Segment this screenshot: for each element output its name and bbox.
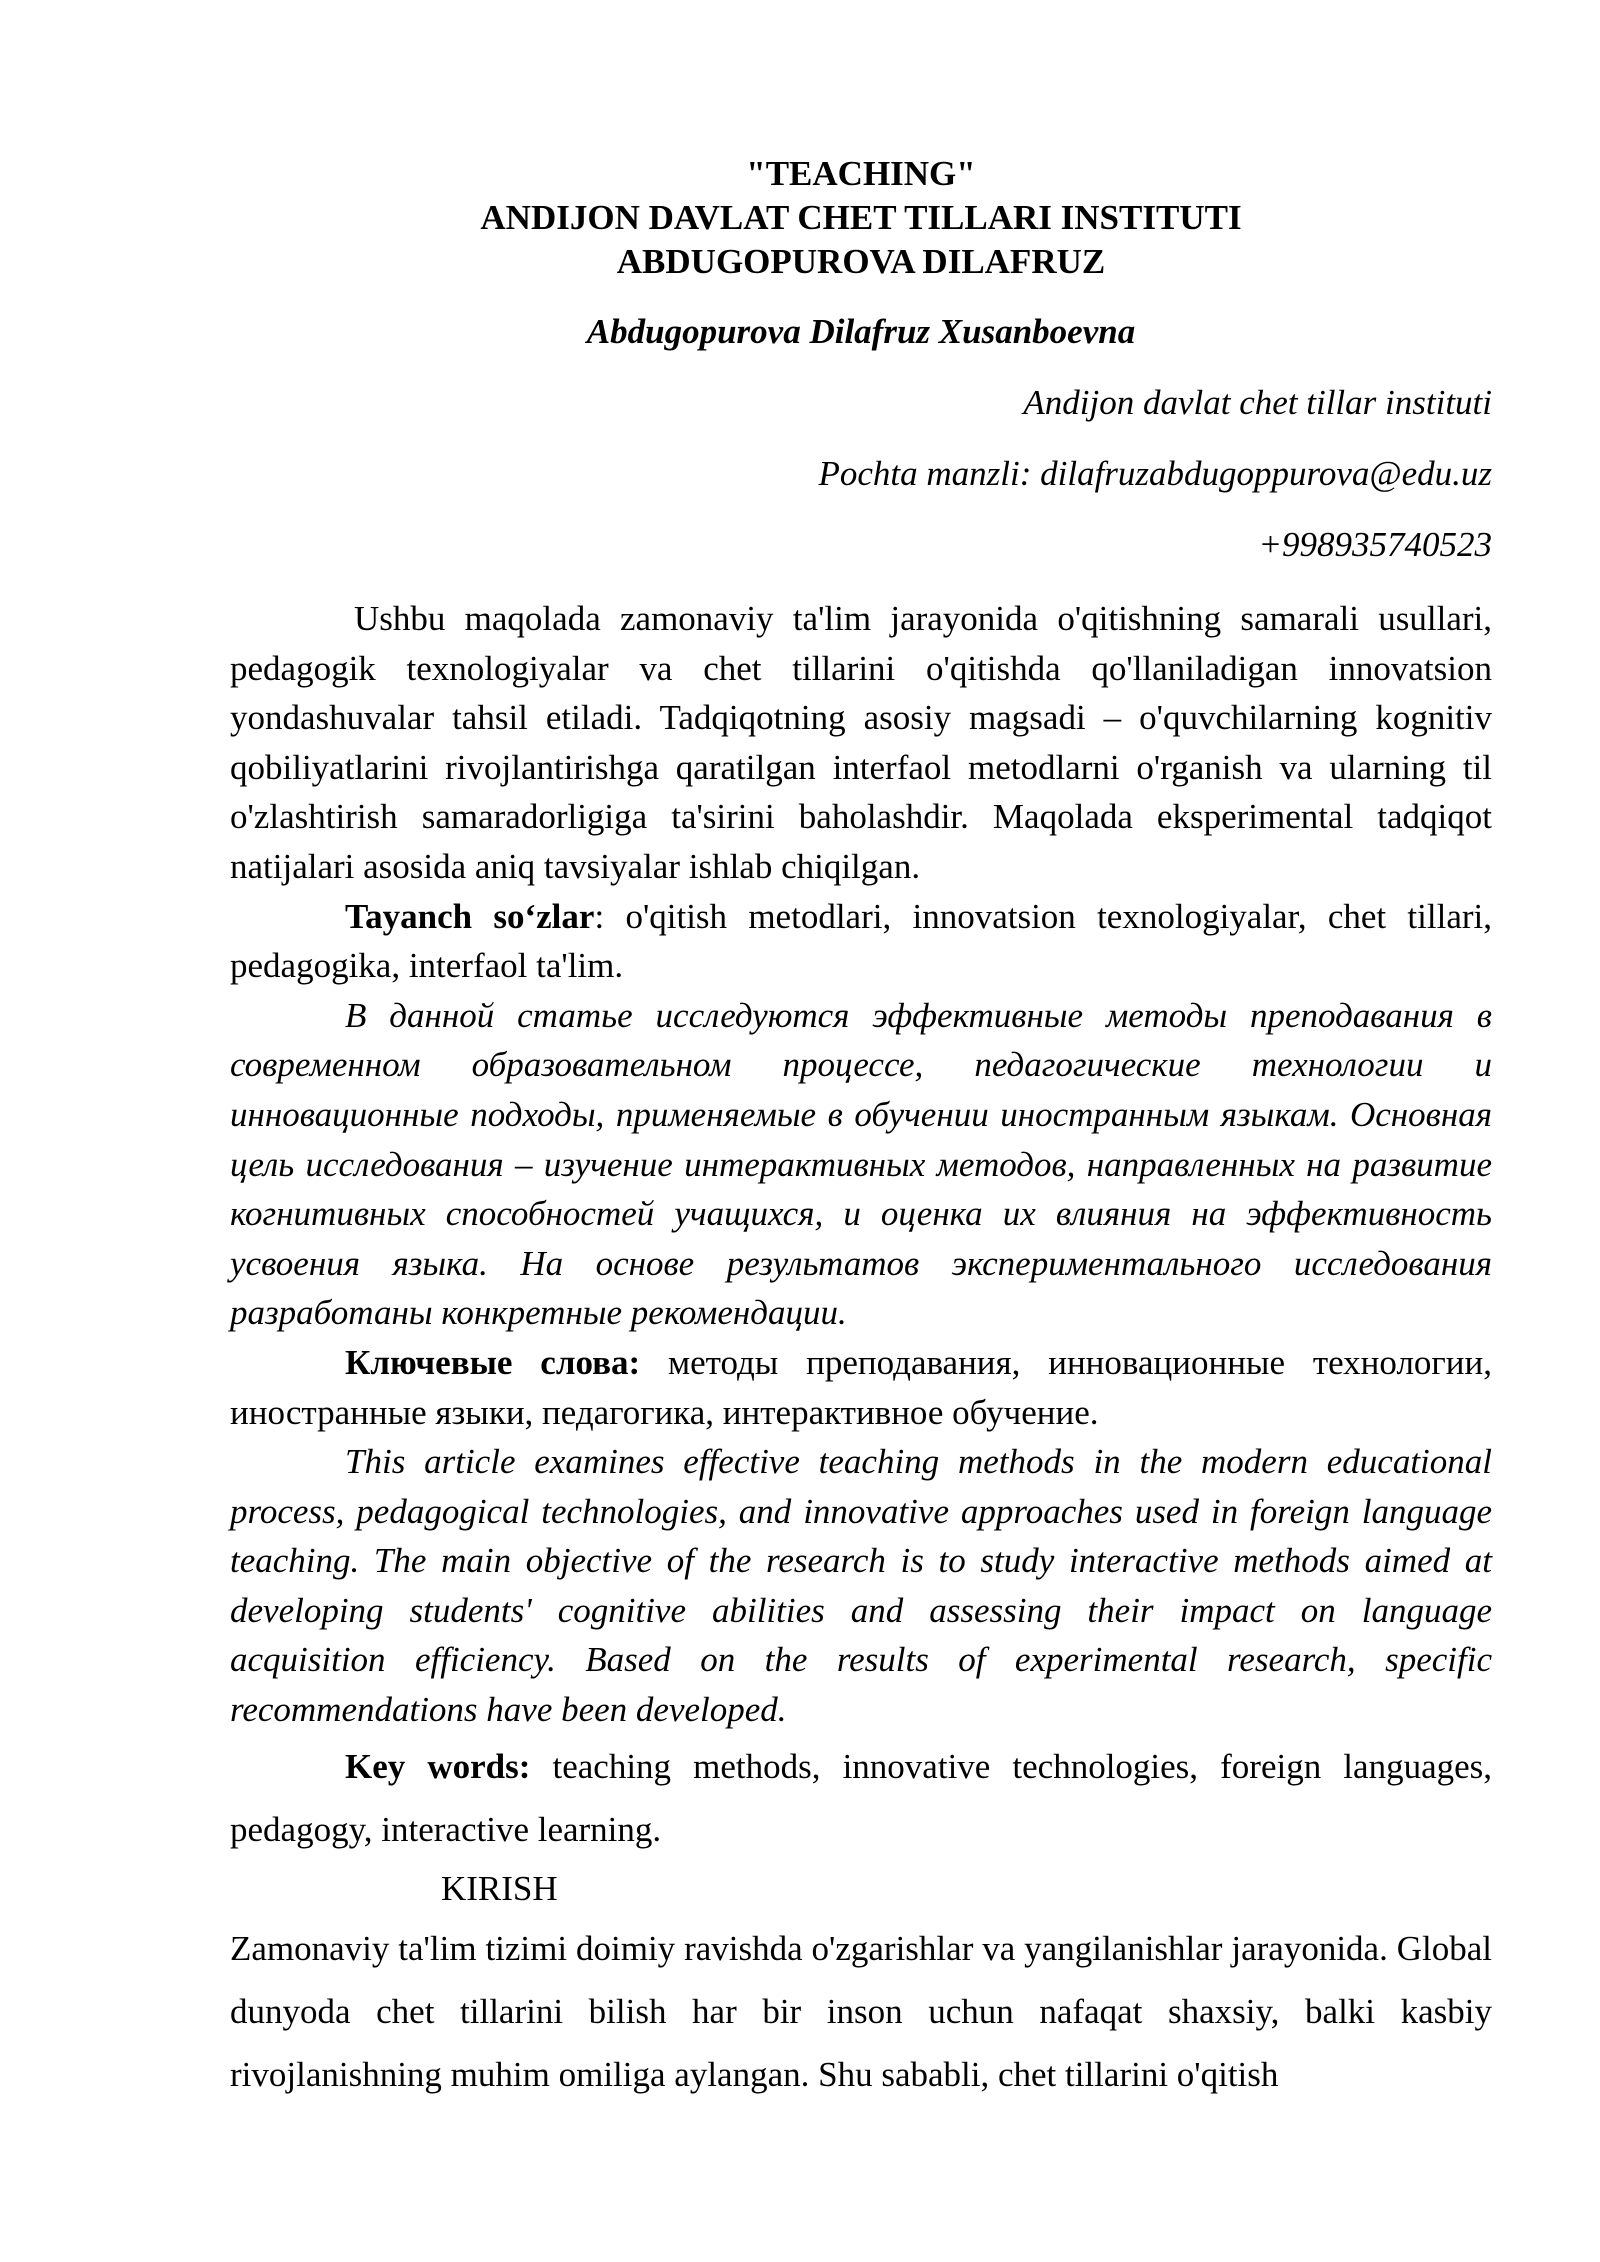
author-phone: +998935740523 <box>1258 525 1492 564</box>
keywords-uzbek <box>230 892 1492 991</box>
keywords-english-text: teaching methods, innovative technologies, foreign languages, pedagogy, interactive learning. <box>230 1746 1493 1849</box>
article-body <box>230 594 1492 2106</box>
section-heading-kirish: KIRISH <box>441 1868 558 1908</box>
keywords-russian <box>230 1338 1492 1437</box>
title-block <box>230 152 1492 284</box>
keywords-uzbek-label: Tayanch so‘zlar <box>345 896 595 936</box>
keywords-uzbek-text: : o'qitish metodlari, innovatsion texnologiyalar, chet tillari, pedagogika, interfaol ta'lim. <box>230 896 1492 986</box>
author-affiliation: Andijon davlat chet tillar instituti <box>1023 383 1492 422</box>
keywords-russian-text: методы преподавания, инновационные технологии, иностранные языки, педагогика, интерактивное обучение. <box>230 1342 1492 1432</box>
keywords-russian-label: Ключевые слова: <box>345 1342 641 1382</box>
abstract-english: This article examines effective teaching methods in the modern educational process, pedagogical technologies, and innovative approaches used in foreign language teaching. The main objective of the research is to study interactive methods aimed at developing students' cognitive abilities and assessing their impact on language acquisition efficiency. Based on the results of experimental research, specific recommendations have been developed. <box>230 1442 1492 1730</box>
keywords-english-label: Key words: <box>345 1746 531 1786</box>
author-email: Pochta manzli: dilafruzabdugoppurova@edu.uz <box>818 454 1492 493</box>
keywords-english <box>230 1735 1492 1861</box>
title-teaching: "TEACHING" <box>746 154 976 193</box>
abstract-russian: В данной статье исследуются эффективные методы преподавания в современном образовательном процессе, педагогические технологии и инновационные подходы, применяемые в обучении иностранным языкам. Основная цель исследования – изучение интерактивных методов, направленных на развитие когнитивных способностей учащихся, и оценка их влияния на эффективность усвоения языка. На основе результатов экспериментального исследования разработаны конкретные рекомендации. <box>230 995 1492 1333</box>
title-author-caps: ABDUGOPUROVA DILAFRUZ <box>616 242 1106 281</box>
abstract-uzbek: Ushbu maqolada zamonaviy ta'lim jarayonida o'qitishning samarali usullari, pedagogik texnologiyalar va chet tillarini o'qitishda qo'llaniladigan innovatsion yondashuvalar tahsil etiladi. Tadqiqotning asosiy magsadi – o'quvchilarning kognitiv qobiliyatlarini rivojlantirishga qaratilgan interfaol metodlarni o'rganish va ularning til o'zlashtirish samaradorligiga ta'sirini baholashdir. Maqolada eksperimental tadqiqot natijalari asosida aniq tavsiyalar ishlab chiqilgan. <box>230 599 1492 886</box>
author-full-name: Abdugopurova Dilafruz Xusanboevna <box>586 312 1136 351</box>
introduction-paragraph: Zamonaviy ta'lim tizimi doimiy ravishda o'zgarishlar va yangilanishlar jarayonida. Global dunyoda chet tillarini bilish har bir inson uchun nafaqat shaxsiy, balki kasbiy rivojlanishning muhim omiliga aylangan. Shu sababli, chet tillarini o'qitish <box>230 1928 1492 2094</box>
title-institute: ANDIJON DAVLAT CHET TILLARI INSTITUTI <box>480 198 1242 237</box>
